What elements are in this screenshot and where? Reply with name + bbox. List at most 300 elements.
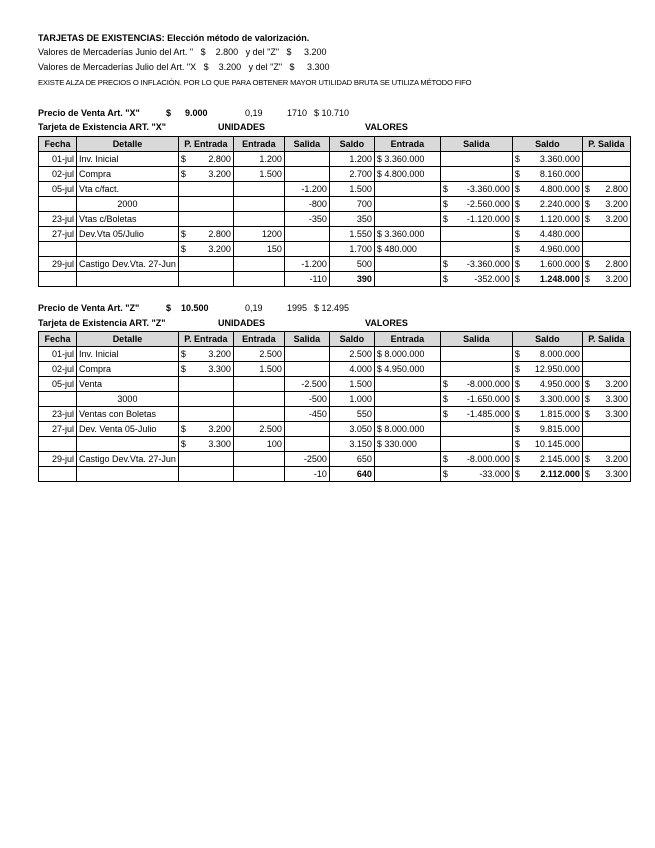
value-in-cell: $ 480.000 <box>374 242 440 257</box>
entry-price-cell-currency: $ <box>180 168 186 179</box>
value-balance-cell <box>512 182 582 197</box>
exit-price-cell-value: 3.300 <box>605 408 628 419</box>
units-in-cell <box>233 407 284 422</box>
tax-rate-z: 0,19 <box>245 303 263 313</box>
units-balance-cell: 550 <box>329 407 374 422</box>
value-balance-cell-wrap <box>515 348 580 361</box>
price-currency-z: $ <box>166 303 172 313</box>
column-header-6: Entrada <box>374 332 440 347</box>
entry-price-cell <box>178 362 233 377</box>
july-values-line: Valores de Mercaderías Julio del Art. "X $ 3.200 y del "Z" $ 3.300 <box>38 62 330 72</box>
date-cell: 23-jul <box>39 407 77 422</box>
value-balance-cell-wrap <box>515 408 580 421</box>
units-in-cell: 1200 <box>233 227 284 242</box>
price-currency-x: $ <box>166 108 172 118</box>
units-balance-cell: 1.500 <box>329 182 374 197</box>
value-balance-cell <box>512 437 582 452</box>
value-in-cell: $ 3.360.000 <box>374 227 440 242</box>
entry-price-cell <box>178 152 233 167</box>
units-label-z: UNIDADES <box>218 318 266 328</box>
value-in-cell: $ 8.000.000 <box>374 347 440 362</box>
detail-cell: Inv. Inicial <box>77 347 179 362</box>
values-label-x: VALORES <box>365 122 408 132</box>
value-in-cell: $ 3.360.000 <box>374 152 440 167</box>
units-out-cell: -1.200 <box>284 182 329 197</box>
stock-card-table-z <box>38 331 631 482</box>
table-row <box>39 197 631 212</box>
value-balance-cell-wrap <box>515 438 580 451</box>
exit-price-cell-currency: $ <box>584 408 590 419</box>
value-balance-cell-currency: $ <box>514 393 520 404</box>
value-balance-cell-wrap <box>515 258 580 271</box>
value-balance-cell-value: 2.112.000 <box>540 468 580 479</box>
value-out-cell <box>440 167 512 182</box>
units-out-cell: -500 <box>284 392 329 407</box>
detail-cell <box>77 272 179 287</box>
entry-price-cell-value: 3.200 <box>208 168 231 179</box>
table-row <box>39 182 631 197</box>
entry-price-cell <box>178 422 233 437</box>
value-balance-cell-value: 12.950.000 <box>534 363 580 374</box>
table-row <box>39 422 631 437</box>
units-in-cell <box>233 197 284 212</box>
value-balance-cell-wrap <box>515 228 580 241</box>
value-in-cell: $ 8.000.000 <box>374 422 440 437</box>
entry-price-cell-currency: $ <box>180 438 186 449</box>
value-balance-cell <box>512 167 582 182</box>
entry-price-cell-currency: $ <box>180 423 186 434</box>
value-balance-cell-value: 8.160.000 <box>539 168 580 179</box>
value-out-cell-wrap <box>443 198 510 211</box>
table-row <box>39 452 631 467</box>
value-out-cell-currency: $ <box>442 183 448 194</box>
value-balance-cell <box>512 347 582 362</box>
value-balance-cell-currency: $ <box>514 198 520 209</box>
table-row <box>39 362 631 377</box>
tax-rate-x: 0,19 <box>245 108 263 118</box>
value-balance-cell-value: 9.815.000 <box>539 423 580 434</box>
value-balance-cell <box>512 467 582 482</box>
units-balance-cell: 3.150 <box>329 437 374 452</box>
units-out-cell: -2.500 <box>284 377 329 392</box>
units-in-cell <box>233 377 284 392</box>
table-header-row <box>39 332 631 347</box>
date-cell: 29-jul <box>39 257 77 272</box>
exit-price-cell <box>582 182 630 197</box>
value-balance-cell-value: 8.000.000 <box>539 348 580 359</box>
units-in-cell: 100 <box>233 437 284 452</box>
price-value-z: 10.500 <box>181 303 209 313</box>
entry-price-cell-value: 3.300 <box>208 438 231 449</box>
value-in-cell: $ 4.800.000 <box>374 167 440 182</box>
exit-price-cell-wrap <box>585 468 628 481</box>
exit-price-cell-currency: $ <box>584 393 590 404</box>
value-out-cell-value: -8.000.000 <box>466 378 510 389</box>
table-row <box>39 212 631 227</box>
units-out-cell: -450 <box>284 407 329 422</box>
value-balance-cell-currency: $ <box>514 408 520 419</box>
values-label-z: VALORES <box>365 318 408 328</box>
column-header-8: Saldo <box>512 137 582 152</box>
value-out-cell-wrap <box>443 258 510 271</box>
value-in-cell <box>374 257 440 272</box>
exit-price-cell-currency: $ <box>584 183 590 194</box>
column-header-7: Salida <box>440 332 512 347</box>
exit-price-cell <box>582 392 630 407</box>
entry-price-cell-wrap <box>181 348 231 361</box>
exit-price-cell-value: 3.200 <box>605 198 628 209</box>
value-balance-cell <box>512 242 582 257</box>
entry-price-cell-value: 3.200 <box>208 243 231 254</box>
value-balance-cell-currency: $ <box>514 183 520 194</box>
date-cell <box>39 437 77 452</box>
value-balance-cell-currency: $ <box>514 363 520 374</box>
value-balance-cell-currency: $ <box>514 423 520 434</box>
value-out-cell <box>440 377 512 392</box>
exit-price-cell <box>582 407 630 422</box>
value-balance-cell-currency: $ <box>514 258 520 269</box>
value-balance-cell-wrap <box>515 378 580 391</box>
value-balance-cell <box>512 152 582 167</box>
units-out-cell <box>284 422 329 437</box>
units-balance-cell: 4.000 <box>329 362 374 377</box>
units-in-cell <box>233 452 284 467</box>
value-balance-cell-value: 1.120.000 <box>539 213 580 224</box>
value-out-cell-currency: $ <box>442 273 448 284</box>
entry-price-cell-wrap <box>181 168 231 181</box>
value-balance-cell <box>512 392 582 407</box>
column-header-2: P. Entrada <box>178 137 233 152</box>
column-header-9: P. Salida <box>582 137 630 152</box>
entry-price-cell <box>178 197 233 212</box>
units-balance-cell: 1.200 <box>329 152 374 167</box>
exit-price-cell-wrap <box>585 258 628 271</box>
units-balance-cell: 390 <box>329 272 374 287</box>
entry-price-cell <box>178 272 233 287</box>
value-balance-cell-wrap <box>515 468 580 481</box>
exit-price-cell-wrap <box>585 453 628 466</box>
units-out-cell <box>284 227 329 242</box>
column-header-8: Saldo <box>512 332 582 347</box>
value-balance-cell-wrap <box>515 153 580 166</box>
value-out-cell-currency: $ <box>442 408 448 419</box>
detail-cell: Vtas c/Boletas <box>77 212 179 227</box>
entry-price-cell-wrap <box>181 438 231 451</box>
value-balance-cell <box>512 212 582 227</box>
units-balance-cell: 1.700 <box>329 242 374 257</box>
value-balance-cell <box>512 407 582 422</box>
price-total-z: $ 12.495 <box>314 303 350 313</box>
value-balance-cell-currency: $ <box>514 438 520 449</box>
value-out-cell <box>440 152 512 167</box>
card-label-z: Tarjeta de Existencia ART. "Z" <box>38 318 166 328</box>
value-out-cell <box>440 257 512 272</box>
value-out-cell <box>440 452 512 467</box>
exit-price-cell <box>582 227 630 242</box>
exit-price-cell-currency: $ <box>584 198 590 209</box>
table-row <box>39 257 631 272</box>
detail-cell: Dev.Vta 05/Julio <box>77 227 179 242</box>
value-out-cell <box>440 197 512 212</box>
column-header-7: Salida <box>440 137 512 152</box>
value-out-cell <box>440 437 512 452</box>
entry-price-cell-wrap <box>181 228 231 241</box>
value-in-cell <box>374 407 440 422</box>
units-out-cell: -10 <box>284 467 329 482</box>
detail-cell <box>77 437 179 452</box>
exit-price-cell-value: 3.300 <box>605 468 628 479</box>
value-balance-cell <box>512 377 582 392</box>
entry-price-cell <box>178 347 233 362</box>
exit-price-cell-currency: $ <box>584 213 590 224</box>
exit-price-cell <box>582 242 630 257</box>
value-balance-cell-value: 10.145.000 <box>534 438 580 449</box>
table-row <box>39 407 631 422</box>
detail-cell: Vta c/fact. <box>77 182 179 197</box>
exit-price-cell-value: 2.800 <box>605 183 628 194</box>
units-in-cell <box>233 182 284 197</box>
value-balance-cell-value: 3.300.000 <box>539 393 580 404</box>
value-in-cell <box>374 197 440 212</box>
tax-amount-x: 1710 <box>287 108 308 118</box>
value-in-cell: $ 330.000 <box>374 437 440 452</box>
value-in-cell <box>374 212 440 227</box>
exit-price-cell-wrap <box>585 408 628 421</box>
entry-price-cell-wrap <box>181 423 231 436</box>
column-header-5: Saldo <box>329 332 374 347</box>
value-out-cell-value: -1.485.000 <box>466 408 510 419</box>
units-out-cell <box>284 167 329 182</box>
price-value-x: 9.000 <box>185 108 208 118</box>
value-balance-cell-wrap <box>515 453 580 466</box>
units-in-cell <box>233 257 284 272</box>
value-out-cell <box>440 347 512 362</box>
table-row <box>39 347 631 362</box>
column-header-0: Fecha <box>39 332 77 347</box>
value-out-cell <box>440 212 512 227</box>
entry-price-cell-wrap <box>181 153 231 166</box>
date-cell <box>39 272 77 287</box>
exit-price-cell <box>582 452 630 467</box>
detail-cell <box>77 467 179 482</box>
value-balance-cell-value: 2.145.000 <box>539 453 580 464</box>
value-out-cell <box>440 467 512 482</box>
column-header-3: Entrada <box>233 332 284 347</box>
date-cell: 05-jul <box>39 377 77 392</box>
table-row <box>39 377 631 392</box>
detail-cell: Ventas con Boletas <box>77 407 179 422</box>
value-balance-cell-value: 2.240.000 <box>539 198 580 209</box>
date-cell: 05-jul <box>39 182 77 197</box>
units-out-cell: -110 <box>284 272 329 287</box>
value-balance-cell-value: 3.360.000 <box>539 153 580 164</box>
column-header-5: Saldo <box>329 137 374 152</box>
units-balance-cell: 640 <box>329 467 374 482</box>
value-in-cell <box>374 377 440 392</box>
column-header-9: P. Salida <box>582 332 630 347</box>
value-balance-cell-currency: $ <box>514 153 520 164</box>
value-out-cell-currency: $ <box>442 378 448 389</box>
value-out-cell <box>440 242 512 257</box>
detail-cell: Dev. Venta 05-Julio <box>77 422 179 437</box>
table-row <box>39 242 631 257</box>
value-balance-cell-value: 1.248.000 <box>539 273 580 284</box>
exit-price-cell <box>582 212 630 227</box>
exit-price-cell-value: 3.300 <box>605 393 628 404</box>
entry-price-cell-value: 2.800 <box>208 153 231 164</box>
value-out-cell <box>440 182 512 197</box>
date-cell: 02-jul <box>39 362 77 377</box>
value-out-cell-currency: $ <box>442 258 448 269</box>
value-out-cell-wrap <box>443 213 510 226</box>
value-balance-cell-currency: $ <box>514 168 520 179</box>
exit-price-cell <box>582 272 630 287</box>
units-out-cell <box>284 242 329 257</box>
exit-price-cell-currency: $ <box>584 378 590 389</box>
value-balance-cell-value: 4.960.000 <box>539 243 580 254</box>
exit-price-cell <box>582 152 630 167</box>
value-out-cell-wrap <box>443 378 510 391</box>
entry-price-cell <box>178 227 233 242</box>
units-balance-cell: 2.700 <box>329 167 374 182</box>
value-balance-cell <box>512 227 582 242</box>
table-row <box>39 437 631 452</box>
units-balance-cell: 2.500 <box>329 347 374 362</box>
entry-price-cell <box>178 437 233 452</box>
units-in-cell: 1.500 <box>233 167 284 182</box>
exit-price-cell <box>582 467 630 482</box>
value-out-cell-value: -2.560.000 <box>466 198 510 209</box>
units-in-cell <box>233 392 284 407</box>
value-balance-cell-currency: $ <box>514 348 520 359</box>
units-in-cell: 1.200 <box>233 152 284 167</box>
exit-price-cell-currency: $ <box>584 258 590 269</box>
value-in-cell <box>374 182 440 197</box>
june-values-line: Valores de Mercaderías Junio del Art. " $ 2.800 y del "Z" $ 3.200 <box>38 47 327 57</box>
column-header-3: Entrada <box>233 137 284 152</box>
exit-price-cell-value: 3.200 <box>605 378 628 389</box>
detail-cell: Venta <box>77 377 179 392</box>
exit-price-cell-value: 3.200 <box>605 213 628 224</box>
value-out-cell <box>440 407 512 422</box>
entry-price-cell <box>178 377 233 392</box>
value-balance-cell-currency: $ <box>514 468 520 479</box>
entry-price-cell <box>178 212 233 227</box>
value-out-cell-value: -3.360.000 <box>466 258 510 269</box>
entry-price-cell-currency: $ <box>180 363 186 374</box>
units-out-cell <box>284 362 329 377</box>
units-balance-cell: 500 <box>329 257 374 272</box>
value-balance-cell-wrap <box>515 183 580 196</box>
table-row <box>39 467 631 482</box>
units-balance-cell: 700 <box>329 197 374 212</box>
value-balance-cell <box>512 257 582 272</box>
units-balance-cell: 650 <box>329 452 374 467</box>
value-out-cell-wrap <box>443 468 510 481</box>
exit-price-cell-value: 2.800 <box>605 258 628 269</box>
value-out-cell-value: -1.120.000 <box>466 213 510 224</box>
entry-price-cell-wrap <box>181 243 231 256</box>
value-balance-cell-value: 1.600.000 <box>539 258 580 269</box>
value-out-cell-value: -352.000 <box>474 273 510 284</box>
value-out-cell-currency: $ <box>442 213 448 224</box>
value-in-cell <box>374 392 440 407</box>
value-out-cell-wrap <box>443 183 510 196</box>
date-cell <box>39 197 77 212</box>
units-in-cell <box>233 272 284 287</box>
column-header-1: Detalle <box>77 332 179 347</box>
exit-price-cell-value: 3.200 <box>605 273 628 284</box>
column-header-6: Entrada <box>374 137 440 152</box>
units-in-cell: 150 <box>233 242 284 257</box>
value-balance-cell-wrap <box>515 423 580 436</box>
entry-price-cell <box>178 467 233 482</box>
entry-price-cell-currency: $ <box>180 153 186 164</box>
exit-price-cell <box>582 422 630 437</box>
value-out-cell <box>440 422 512 437</box>
value-out-cell-wrap <box>443 408 510 421</box>
value-balance-cell <box>512 272 582 287</box>
value-balance-cell-value: 4.480.000 <box>539 228 580 239</box>
exit-price-cell-wrap <box>585 183 628 196</box>
date-cell: 01-jul <box>39 152 77 167</box>
value-balance-cell <box>512 452 582 467</box>
units-balance-cell: 3.050 <box>329 422 374 437</box>
date-cell: 27-jul <box>39 227 77 242</box>
value-out-cell-wrap <box>443 273 510 286</box>
value-out-cell-wrap <box>443 453 510 466</box>
value-in-cell <box>374 272 440 287</box>
column-header-4: Salida <box>284 137 329 152</box>
units-out-cell <box>284 347 329 362</box>
units-balance-cell: 350 <box>329 212 374 227</box>
value-out-cell-currency: $ <box>442 453 448 464</box>
value-balance-cell-wrap <box>515 393 580 406</box>
units-balance-cell: 1.000 <box>329 392 374 407</box>
exit-price-cell <box>582 377 630 392</box>
value-balance-cell <box>512 197 582 212</box>
entry-price-cell-currency: $ <box>180 243 186 254</box>
units-out-cell: -1.200 <box>284 257 329 272</box>
value-out-cell-wrap <box>443 393 510 406</box>
value-balance-cell-currency: $ <box>514 228 520 239</box>
units-out-cell <box>284 152 329 167</box>
exit-price-cell-currency: $ <box>584 273 590 284</box>
date-cell: 27-jul <box>39 422 77 437</box>
entry-price-cell <box>178 242 233 257</box>
table-row <box>39 152 631 167</box>
exit-price-cell <box>582 167 630 182</box>
entry-price-cell-currency: $ <box>180 348 186 359</box>
value-balance-cell-currency: $ <box>514 273 520 284</box>
units-in-cell: 2.500 <box>233 347 284 362</box>
table-row <box>39 227 631 242</box>
value-balance-cell-currency: $ <box>514 453 520 464</box>
value-balance-cell <box>512 362 582 377</box>
inflation-note: EXISTE ALZA DE PRECIOS O INFLACIÓN. POR LO QUE PARA OBTENER MAYOR UTILIDAD BRUTA SE UTILIZA MÉTODO FIFO <box>38 78 472 87</box>
detail-cell: 3000 <box>77 392 179 407</box>
detail-cell: Inv. Inicial <box>77 152 179 167</box>
exit-price-cell <box>582 257 630 272</box>
document-title: TARJETAS DE EXISTENCIAS: Elección método de valorización. <box>38 33 310 43</box>
table-row <box>39 167 631 182</box>
value-in-cell <box>374 467 440 482</box>
units-balance-cell: 1.500 <box>329 377 374 392</box>
table-row <box>39 272 631 287</box>
value-out-cell-value: -3.360.000 <box>466 183 510 194</box>
value-in-cell: $ 4.950.000 <box>374 362 440 377</box>
exit-price-cell <box>582 347 630 362</box>
